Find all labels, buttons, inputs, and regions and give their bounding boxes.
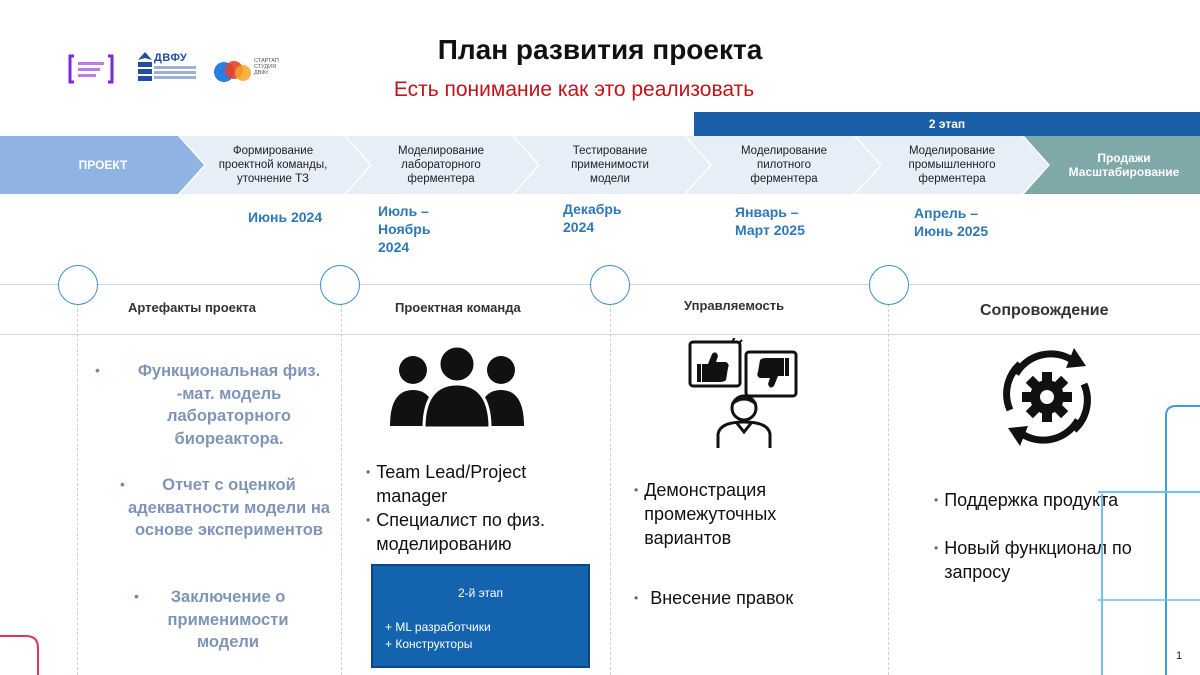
management-list: • Демонстрация промежуточных вариантов: [634, 478, 854, 550]
slide-subtitle: Есть понимание как это реализовать: [393, 78, 755, 101]
artifact-item-1: Функциональная физ. -мат. модель лабораторного биореактора.: [137, 362, 321, 448]
timeline-circle-4: [869, 265, 909, 305]
heading-team: Проектная команда: [395, 300, 521, 315]
stage2-team-box: [371, 564, 590, 668]
people-group-icon: [386, 344, 528, 428]
decorative-lines: [1098, 404, 1200, 675]
management-item-1: Демонстрация промежуточных вариантов: [644, 480, 777, 548]
chevron-label-team: Формирование проектной команды, уточнение ТЗ: [218, 145, 328, 185]
chevron-label-pilot: Моделирование пилотного ферментера: [740, 145, 828, 185]
divider-2: [341, 304, 342, 675]
management-item-2: Внесение правок: [650, 588, 794, 608]
timeline-circle-2: [320, 265, 360, 305]
stage2-banner: 2 этап: [694, 112, 1200, 136]
date-jan-mar-2025: Январь – Март 2025: [735, 204, 805, 238]
team-list: • Team Lead/Project manager • Специалист по физ. моделированию: [366, 460, 586, 556]
bullet-dot: •: [95, 362, 100, 378]
support-item-1: Поддержка продукта: [944, 490, 1119, 510]
heading-management: Управляемость: [684, 298, 785, 313]
date-june-2024: Июнь 2024: [248, 209, 323, 225]
chevron-label-sales: Продажи Масштабирование: [1068, 151, 1180, 179]
team-item-2: Специалист по физ. моделированию: [376, 510, 546, 554]
stage2-box-item-2: + Конструкторы: [385, 637, 473, 651]
slide-title: План развития проекта: [437, 34, 763, 65]
date-dec-2024: Декабрь 2024: [563, 201, 622, 235]
artifact-item-3: Заключение о применимости модели: [167, 588, 289, 651]
stage2-box-title: 2-й этап: [457, 586, 504, 600]
date-july-nov-2024: Июль – Ноябрь 2024: [378, 203, 431, 255]
gear-cycle-icon: [994, 344, 1100, 450]
heading-artifacts: Артефакты проекта: [128, 300, 257, 315]
bullet-dot: •: [134, 588, 139, 604]
heading-support: Сопровождение: [980, 302, 1109, 319]
date-apr-jun-2025: Апрель – Июнь 2025: [914, 205, 989, 239]
divider-4: [888, 304, 889, 675]
feedback-thumbs-icon: [688, 338, 800, 450]
logo-dvfu-text: ДВФУ: [154, 52, 188, 64]
team-item-1: Team Lead/Project manager: [376, 462, 527, 506]
support-item-2: Новый функционал по запросу: [944, 538, 1132, 582]
divider-1: [77, 304, 78, 675]
chevron-label-testing: Тестирование применимости модели: [571, 145, 649, 185]
support-list: • Поддержка продукта • Новый функционал по запросу: [934, 488, 1164, 584]
logo-startup-studio-text: СТАРТАП СТУДИЯ ДВФУ: [254, 58, 279, 76]
chevron-label-lab-model: Моделирование лабораторного ферментера: [397, 145, 485, 185]
artifact-item-2: Отчет с оценкой адекватности модели на основе экспериментов: [128, 476, 330, 539]
chevron-label-industrial: Моделирование промышленного ферментера: [908, 145, 996, 185]
bullet-dot: •: [120, 476, 125, 492]
management-list-2: • Внесение правок: [634, 588, 794, 608]
page-number: 1: [1176, 650, 1183, 662]
timeline-line-bottom: [0, 334, 1200, 335]
timeline-circle-3: [590, 265, 630, 305]
timeline-circle-1: [58, 265, 98, 305]
stage2-box-item-1: + ML разработчики: [385, 620, 491, 634]
divider-3: [610, 304, 611, 675]
chevron-label-project: ПРОЕКТ: [78, 158, 128, 172]
decorative-corner: [0, 628, 42, 675]
